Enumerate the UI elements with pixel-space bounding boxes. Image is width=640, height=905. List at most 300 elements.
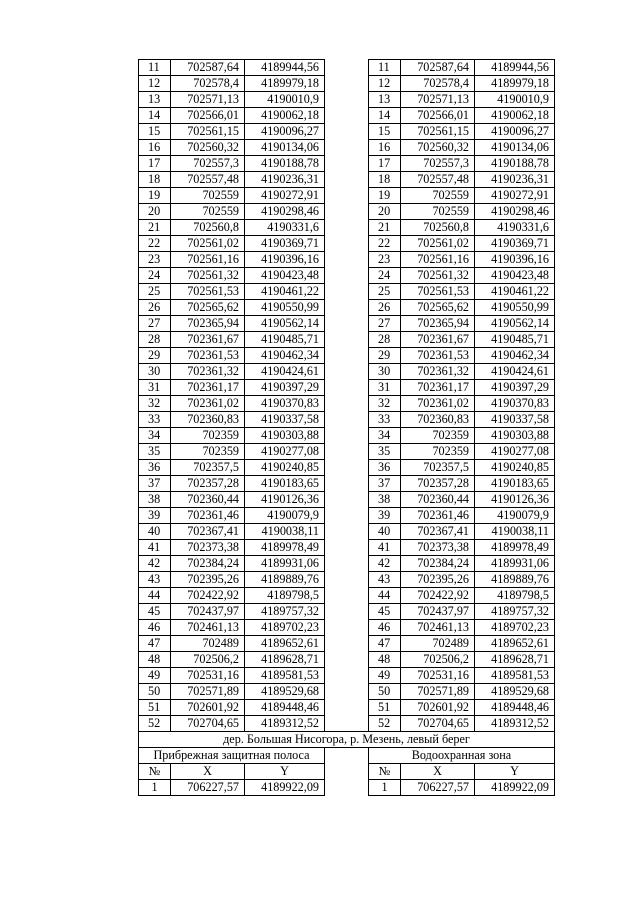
left-x-value: 706227,57 [171, 780, 245, 796]
right-y-value: 4189652,61 [475, 636, 555, 652]
right-point-number: 13 [369, 92, 401, 108]
left-x-value: 702359 [171, 444, 245, 460]
left-point-number: 33 [139, 412, 171, 428]
table-row [139, 572, 555, 588]
right-y-value: 4189931,06 [475, 556, 555, 572]
right-point-number: 15 [369, 124, 401, 140]
table-row [139, 348, 555, 364]
table-row [139, 316, 555, 332]
right-x-value: 702557,48 [401, 172, 475, 188]
table-row [139, 460, 555, 476]
left-x-value: 702561,15 [171, 124, 245, 140]
left-point-number: 32 [139, 396, 171, 412]
table-row [139, 332, 555, 348]
left-y-value: 4190370,83 [245, 396, 325, 412]
right-x-value: 702461,13 [401, 620, 475, 636]
left-y-value: 4189944,56 [245, 60, 325, 76]
left-x-value: 702578,4 [171, 76, 245, 92]
right-x-value: 702359 [401, 428, 475, 444]
left-y-value: 4189798,5 [245, 588, 325, 604]
right-y-value: 4190370,83 [475, 396, 555, 412]
left-y-value: 4190461,22 [245, 284, 325, 300]
right-point-number: 31 [369, 380, 401, 396]
left-y-value: 4189529,68 [245, 684, 325, 700]
right-y-value: 4190485,71 [475, 332, 555, 348]
left-x-value: 702560,32 [171, 140, 245, 156]
right-point-number: 48 [369, 652, 401, 668]
right-x-value: 702367,41 [401, 524, 475, 540]
left-point-number: 22 [139, 236, 171, 252]
left-point-number: 14 [139, 108, 171, 124]
right-x-value: 702361,67 [401, 332, 475, 348]
column-gap [325, 684, 369, 700]
right-x-value: 702561,02 [401, 236, 475, 252]
right-y-value: 4189944,56 [475, 60, 555, 76]
left-y-value: 4190236,31 [245, 172, 325, 188]
left-y-value: 4190010,9 [245, 92, 325, 108]
right-x-value: 702357,5 [401, 460, 475, 476]
left-x-value: 702601,92 [171, 700, 245, 716]
table-row [139, 508, 555, 524]
left-x-value: 702561,16 [171, 252, 245, 268]
table-row [139, 124, 555, 140]
right-x-value: 702704,65 [401, 716, 475, 732]
left-x-value: 702557,3 [171, 156, 245, 172]
right-x-value: 702561,53 [401, 284, 475, 300]
right-point-number: 16 [369, 140, 401, 156]
table-row [139, 60, 555, 76]
table-row [139, 604, 555, 620]
right-y-value: 4189581,53 [475, 668, 555, 684]
coordinates-table-body [139, 60, 555, 732]
table-row [139, 668, 555, 684]
right-x-value: 702361,32 [401, 364, 475, 380]
right-point-number: 20 [369, 204, 401, 220]
column-gap [325, 620, 369, 636]
right-x-value: 706227,57 [401, 780, 475, 796]
right-point-number: 47 [369, 636, 401, 652]
left-y-value: 4190303,88 [245, 428, 325, 444]
table-row [139, 716, 555, 732]
column-gap [325, 204, 369, 220]
right-x-value: 702565,62 [401, 300, 475, 316]
right-point-number: 45 [369, 604, 401, 620]
column-gap [325, 748, 369, 764]
right-y-value: 4189889,76 [475, 572, 555, 588]
left-x-value: 702559 [171, 188, 245, 204]
table-row [139, 396, 555, 412]
right-y-value: 4190424,61 [475, 364, 555, 380]
right-point-number: 12 [369, 76, 401, 92]
right-x-value: 702587,64 [401, 60, 475, 76]
column-gap [325, 540, 369, 556]
right-x-value: 702560,8 [401, 220, 475, 236]
right-x-value: 702561,16 [401, 252, 475, 268]
left-y-value: 4190188,78 [245, 156, 325, 172]
left-y-value: 4189922,09 [245, 780, 325, 796]
table-row [139, 108, 555, 124]
table-row [139, 428, 555, 444]
left-y-value: 4190277,08 [245, 444, 325, 460]
column-gap [325, 668, 369, 684]
left-point-number: 50 [139, 684, 171, 700]
right-col-x-header: X [401, 764, 475, 780]
column-gap [325, 92, 369, 108]
left-y-value: 4190396,16 [245, 252, 325, 268]
left-point-number: 41 [139, 540, 171, 556]
right-y-value: 4189979,18 [475, 76, 555, 92]
right-x-value: 702561,15 [401, 124, 475, 140]
left-point-number: 21 [139, 220, 171, 236]
left-point-number: 38 [139, 492, 171, 508]
right-x-value: 702437,97 [401, 604, 475, 620]
right-y-value: 4189628,71 [475, 652, 555, 668]
column-gap [325, 572, 369, 588]
right-point-number: 44 [369, 588, 401, 604]
right-x-value: 702365,94 [401, 316, 475, 332]
right-point-number: 22 [369, 236, 401, 252]
left-y-value: 4190369,71 [245, 236, 325, 252]
left-y-value: 4190397,29 [245, 380, 325, 396]
table-row [139, 652, 555, 668]
table-row [139, 220, 555, 236]
left-x-value: 702361,46 [171, 508, 245, 524]
right-y-value: 4189978,49 [475, 540, 555, 556]
table-row [139, 364, 555, 380]
left-point-number: 28 [139, 332, 171, 348]
left-y-value: 4190337,58 [245, 412, 325, 428]
right-x-value: 702361,02 [401, 396, 475, 412]
table-row [139, 172, 555, 188]
right-x-value: 702559 [401, 188, 475, 204]
table-row [139, 76, 555, 92]
left-y-value: 4189757,32 [245, 604, 325, 620]
right-y-value: 4190298,46 [475, 204, 555, 220]
right-point-number: 41 [369, 540, 401, 556]
left-y-value: 4190562,14 [245, 316, 325, 332]
left-point-number: 24 [139, 268, 171, 284]
column-gap [325, 316, 369, 332]
right-x-value: 702361,53 [401, 348, 475, 364]
right-point-number: 18 [369, 172, 401, 188]
right-point-number: 1 [369, 780, 401, 796]
column-gap [325, 780, 369, 796]
left-x-value: 702561,32 [171, 268, 245, 284]
table-row [139, 284, 555, 300]
left-point-number: 35 [139, 444, 171, 460]
table-row [139, 300, 555, 316]
left-y-value: 4190485,71 [245, 332, 325, 348]
left-y-value: 4190134,06 [245, 140, 325, 156]
left-point-number: 47 [139, 636, 171, 652]
column-gap [325, 524, 369, 540]
right-x-value: 702373,38 [401, 540, 475, 556]
table-row [139, 92, 555, 108]
column-gap [325, 364, 369, 380]
right-point-number: 25 [369, 284, 401, 300]
column-gap [325, 188, 369, 204]
right-x-value: 702395,26 [401, 572, 475, 588]
left-point-number: 1 [139, 780, 171, 796]
left-point-number: 49 [139, 668, 171, 684]
right-y-value: 4190369,71 [475, 236, 555, 252]
column-gap [325, 172, 369, 188]
right-y-value: 4190331,6 [475, 220, 555, 236]
column-gap [325, 444, 369, 460]
left-y-value: 4189448,46 [245, 700, 325, 716]
left-y-value: 4189652,61 [245, 636, 325, 652]
right-x-value: 702557,3 [401, 156, 475, 172]
left-x-value: 702361,17 [171, 380, 245, 396]
right-x-value: 702561,32 [401, 268, 475, 284]
right-point-number: 24 [369, 268, 401, 284]
left-x-value: 702373,38 [171, 540, 245, 556]
column-gap [325, 348, 369, 364]
left-point-number: 17 [139, 156, 171, 172]
right-point-number: 32 [369, 396, 401, 412]
left-x-value: 702531,16 [171, 668, 245, 684]
left-x-value: 702359 [171, 428, 245, 444]
column-gap [325, 220, 369, 236]
right-point-number: 38 [369, 492, 401, 508]
table-row [139, 156, 555, 172]
left-y-value: 4190096,27 [245, 124, 325, 140]
right-y-value: 4189702,23 [475, 620, 555, 636]
left-x-value: 702559 [171, 204, 245, 220]
left-point-number: 15 [139, 124, 171, 140]
right-point-number: 49 [369, 668, 401, 684]
left-point-number: 18 [139, 172, 171, 188]
right-point-number: 27 [369, 316, 401, 332]
left-point-number: 51 [139, 700, 171, 716]
left-point-number: 25 [139, 284, 171, 300]
left-y-value: 4189702,23 [245, 620, 325, 636]
left-point-number: 29 [139, 348, 171, 364]
left-y-value: 4190062,18 [245, 108, 325, 124]
column-gap [325, 76, 369, 92]
left-y-value: 4189978,49 [245, 540, 325, 556]
right-point-number: 39 [369, 508, 401, 524]
section-title: дер. Большая Нисогора, р. Мезень, левый берег [139, 732, 555, 748]
right-zone-header: Водоохранная зона [369, 748, 555, 764]
column-gap [325, 636, 369, 652]
right-x-value: 702489 [401, 636, 475, 652]
column-gap [325, 492, 369, 508]
right-col-y-header: Y [475, 764, 555, 780]
right-y-value: 4190188,78 [475, 156, 555, 172]
right-point-number: 40 [369, 524, 401, 540]
right-point-number: 34 [369, 428, 401, 444]
right-x-value: 702422,92 [401, 588, 475, 604]
right-y-value: 4190010,9 [475, 92, 555, 108]
right-point-number: 35 [369, 444, 401, 460]
section-title-row [139, 732, 555, 748]
left-x-value: 702422,92 [171, 588, 245, 604]
right-x-value: 702359 [401, 444, 475, 460]
column-gap [325, 252, 369, 268]
left-y-value: 4189312,52 [245, 716, 325, 732]
right-point-number: 50 [369, 684, 401, 700]
left-point-number: 43 [139, 572, 171, 588]
left-x-value: 702361,53 [171, 348, 245, 364]
right-point-number: 43 [369, 572, 401, 588]
column-gap [325, 140, 369, 156]
left-point-number: 16 [139, 140, 171, 156]
right-y-value: 4190277,08 [475, 444, 555, 460]
right-y-value: 4190096,27 [475, 124, 555, 140]
right-y-value: 4189922,09 [475, 780, 555, 796]
table-row [139, 620, 555, 636]
left-y-value: 4190272,91 [245, 188, 325, 204]
right-y-value: 4189448,46 [475, 700, 555, 716]
table-row [139, 636, 555, 652]
left-point-number: 45 [139, 604, 171, 620]
left-x-value: 702367,41 [171, 524, 245, 540]
right-point-number: 52 [369, 716, 401, 732]
table-row [139, 188, 555, 204]
left-point-number: 27 [139, 316, 171, 332]
table-row [139, 236, 555, 252]
right-point-number: 36 [369, 460, 401, 476]
right-y-value: 4190240,85 [475, 460, 555, 476]
column-gap [325, 604, 369, 620]
right-point-number: 14 [369, 108, 401, 124]
left-point-number: 52 [139, 716, 171, 732]
right-point-number: 19 [369, 188, 401, 204]
left-x-value: 702461,13 [171, 620, 245, 636]
table-row [139, 412, 555, 428]
left-y-value: 4190240,85 [245, 460, 325, 476]
right-point-number: 26 [369, 300, 401, 316]
left-point-number: 34 [139, 428, 171, 444]
right-x-value: 702384,24 [401, 556, 475, 572]
right-point-number: 28 [369, 332, 401, 348]
table-row [139, 444, 555, 460]
right-y-value: 4190038,11 [475, 524, 555, 540]
right-x-value: 702566,01 [401, 108, 475, 124]
column-gap [325, 508, 369, 524]
column-gap [325, 428, 369, 444]
coordinates-document [138, 59, 555, 796]
table-row [139, 556, 555, 572]
left-x-value: 702557,48 [171, 172, 245, 188]
table-row [139, 204, 555, 220]
left-point-number: 48 [139, 652, 171, 668]
left-point-number: 11 [139, 60, 171, 76]
right-y-value: 4190183,65 [475, 476, 555, 492]
column-gap [325, 396, 369, 412]
left-point-number: 30 [139, 364, 171, 380]
right-y-value: 4189757,32 [475, 604, 555, 620]
left-x-value: 702437,97 [171, 604, 245, 620]
right-x-value: 702531,16 [401, 668, 475, 684]
right-x-value: 702361,17 [401, 380, 475, 396]
column-gap [325, 124, 369, 140]
left-point-number: 13 [139, 92, 171, 108]
column-gap [325, 108, 369, 124]
left-point-number: 40 [139, 524, 171, 540]
left-x-value: 702395,26 [171, 572, 245, 588]
left-point-number: 42 [139, 556, 171, 572]
right-x-value: 702360,44 [401, 492, 475, 508]
left-point-number: 37 [139, 476, 171, 492]
left-y-value: 4189581,53 [245, 668, 325, 684]
left-x-value: 702561,02 [171, 236, 245, 252]
right-point-number: 33 [369, 412, 401, 428]
column-gap [325, 556, 369, 572]
left-x-value: 702360,44 [171, 492, 245, 508]
right-y-value: 4190337,58 [475, 412, 555, 428]
right-point-number: 42 [369, 556, 401, 572]
table-row [139, 268, 555, 284]
column-gap [325, 652, 369, 668]
right-point-number: 11 [369, 60, 401, 76]
coordinates-table [138, 59, 555, 796]
left-y-value: 4190079,9 [245, 508, 325, 524]
right-x-value: 702578,4 [401, 76, 475, 92]
left-y-value: 4190126,36 [245, 492, 325, 508]
left-col-x-header: X [171, 764, 245, 780]
left-x-value: 702357,5 [171, 460, 245, 476]
right-y-value: 4190562,14 [475, 316, 555, 332]
left-zone-header: Прибрежная защитная полоса [139, 748, 325, 764]
column-gap [325, 716, 369, 732]
right-point-number: 29 [369, 348, 401, 364]
section-block [139, 732, 555, 796]
left-y-value: 4189979,18 [245, 76, 325, 92]
left-x-value: 702565,62 [171, 300, 245, 316]
left-y-value: 4190462,34 [245, 348, 325, 364]
column-header-row [139, 764, 555, 780]
right-y-value: 4190550,99 [475, 300, 555, 316]
left-x-value: 702704,65 [171, 716, 245, 732]
left-point-number: 46 [139, 620, 171, 636]
table-row [139, 492, 555, 508]
left-y-value: 4190298,46 [245, 204, 325, 220]
right-y-value: 4190134,06 [475, 140, 555, 156]
right-x-value: 702571,13 [401, 92, 475, 108]
right-y-value: 4190461,22 [475, 284, 555, 300]
left-x-value: 702384,24 [171, 556, 245, 572]
left-y-value: 4189889,76 [245, 572, 325, 588]
left-x-value: 702361,67 [171, 332, 245, 348]
right-y-value: 4190272,91 [475, 188, 555, 204]
column-gap [325, 764, 369, 780]
left-point-number: 12 [139, 76, 171, 92]
right-x-value: 702506,2 [401, 652, 475, 668]
left-col-y-header: Y [245, 764, 325, 780]
zone-header-row [139, 748, 555, 764]
left-y-value: 4189628,71 [245, 652, 325, 668]
left-point-number: 39 [139, 508, 171, 524]
column-gap [325, 460, 369, 476]
column-gap [325, 476, 369, 492]
right-point-number: 21 [369, 220, 401, 236]
right-point-number: 46 [369, 620, 401, 636]
right-col-no-header: № [369, 764, 401, 780]
column-gap [325, 284, 369, 300]
table-row [139, 140, 555, 156]
right-x-value: 702360,83 [401, 412, 475, 428]
right-y-value: 4190236,31 [475, 172, 555, 188]
right-point-number: 30 [369, 364, 401, 380]
left-y-value: 4190038,11 [245, 524, 325, 540]
left-point-number: 44 [139, 588, 171, 604]
left-x-value: 702561,53 [171, 284, 245, 300]
column-gap [325, 156, 369, 172]
right-y-value: 4189312,52 [475, 716, 555, 732]
table-row [139, 540, 555, 556]
